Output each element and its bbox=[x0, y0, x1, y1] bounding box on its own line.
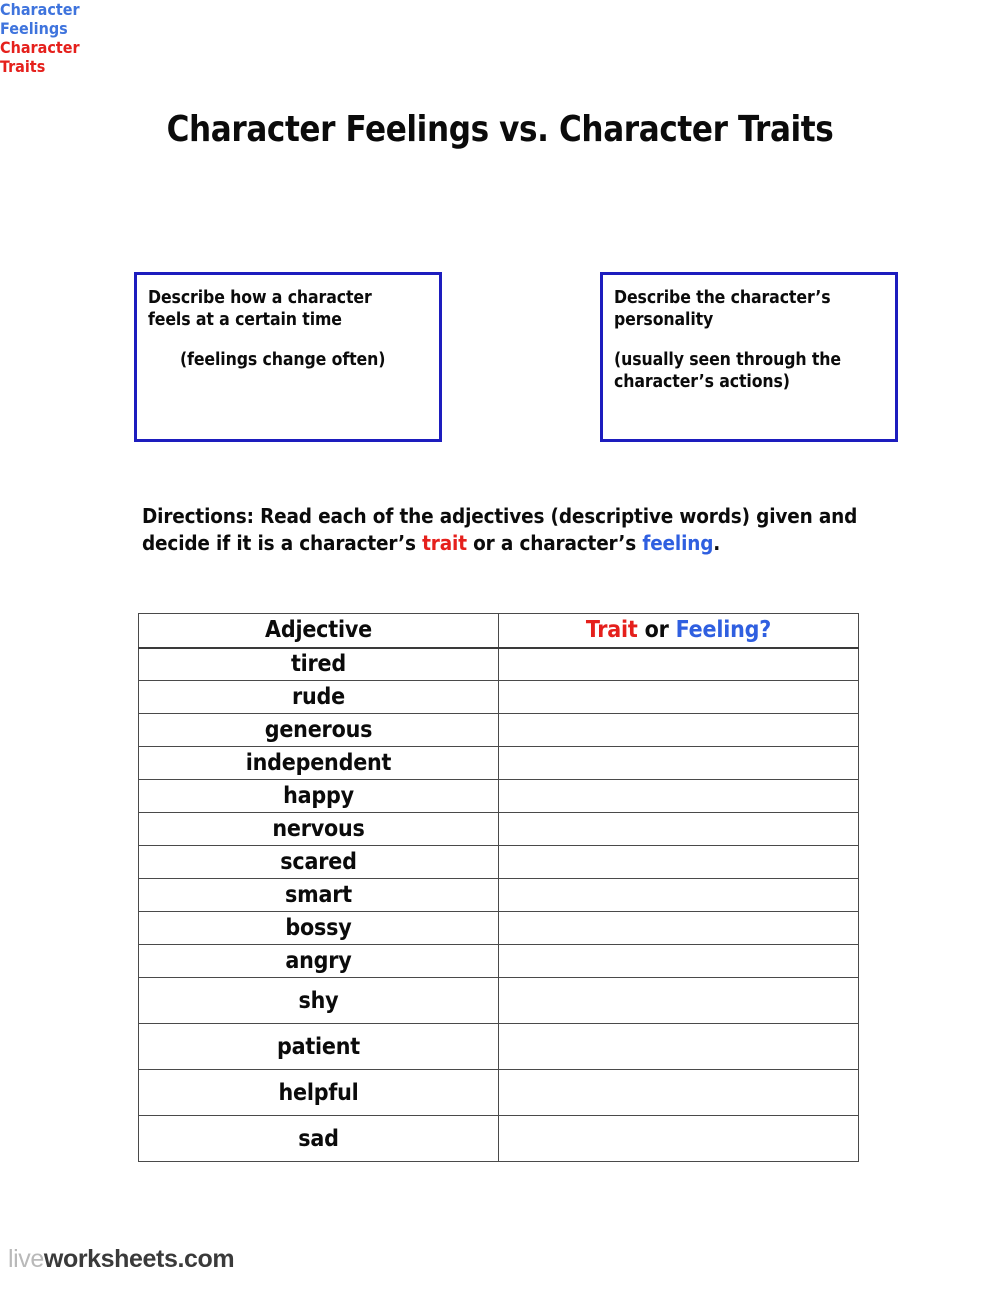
table-row bbox=[139, 780, 859, 813]
traits-definition-note-line-2: character’s actions) bbox=[614, 372, 790, 392]
answer-cell[interactable] bbox=[499, 978, 859, 1024]
adjective-cell: angry bbox=[139, 945, 499, 978]
watermark-light-text: live bbox=[8, 1245, 44, 1273]
table-row bbox=[139, 681, 859, 714]
column-heading-traits-line2: Traits bbox=[0, 57, 46, 76]
adjective-cell: smart bbox=[139, 879, 499, 912]
answer-cell[interactable] bbox=[499, 1116, 859, 1162]
directions-text bbox=[142, 503, 872, 557]
definition-text-feelings bbox=[148, 287, 431, 371]
adjective-cell: rude bbox=[139, 681, 499, 714]
adjective-cell: helpful bbox=[139, 1070, 499, 1116]
answer-cell[interactable] bbox=[499, 945, 859, 978]
adjective-cell: nervous bbox=[139, 813, 499, 846]
header-feeling-word: Feeling bbox=[675, 617, 760, 644]
answer-cell[interactable] bbox=[499, 1024, 859, 1070]
directions-part-2: or a character’s bbox=[466, 531, 643, 555]
adjective-cell: scared bbox=[139, 846, 499, 879]
table-row bbox=[139, 714, 859, 747]
column-header-trait-or-feeling bbox=[499, 614, 859, 648]
answer-cell[interactable] bbox=[499, 747, 859, 780]
directions-trait-word: trait bbox=[422, 531, 467, 555]
column-heading-character-traits bbox=[0, 38, 298, 76]
answer-cell[interactable] bbox=[499, 879, 859, 912]
directions-feeling-word: feeling bbox=[642, 531, 714, 555]
directions-part-1: Directions: Read each of the adjectives (descriptive words) given and decide if it is a character’s bbox=[142, 504, 858, 555]
table-row bbox=[139, 978, 859, 1024]
column-heading-traits-line1: Character bbox=[0, 38, 80, 57]
header-trait-word: Trait bbox=[585, 617, 638, 644]
page-title: Character Feelings vs. Character Traits bbox=[166, 109, 834, 150]
table-row bbox=[139, 846, 859, 879]
table-row bbox=[139, 747, 859, 780]
answer-cell[interactable] bbox=[499, 846, 859, 879]
traits-definition-line-2: personality bbox=[614, 310, 714, 330]
adjective-cell: shy bbox=[139, 978, 499, 1024]
table-row bbox=[139, 813, 859, 846]
adjective-cell: generous bbox=[139, 714, 499, 747]
table-body bbox=[139, 648, 859, 1162]
table-header bbox=[139, 614, 859, 648]
adjective-cell: bossy bbox=[139, 912, 499, 945]
answer-cell[interactable] bbox=[499, 681, 859, 714]
header-question-mark: ? bbox=[759, 617, 772, 644]
answer-cell[interactable] bbox=[499, 780, 859, 813]
traits-definition-line-1: Describe the character’s bbox=[614, 288, 831, 308]
table-row bbox=[139, 1070, 859, 1116]
directions-part-3: . bbox=[713, 531, 721, 555]
traits-definition-spacer bbox=[614, 331, 887, 349]
adjective-cell: sad bbox=[139, 1116, 499, 1162]
feelings-definition-spacer bbox=[148, 331, 431, 349]
feelings-definition-line-2: feels at a certain time bbox=[148, 310, 342, 330]
answer-cell[interactable] bbox=[499, 912, 859, 945]
answer-cell[interactable] bbox=[499, 813, 859, 846]
answer-cell[interactable] bbox=[499, 1070, 859, 1116]
column-heading-character-feelings bbox=[0, 0, 308, 38]
worksheet-table bbox=[138, 613, 859, 1162]
table-header-row bbox=[139, 614, 859, 648]
adjective-cell: tired bbox=[139, 648, 499, 681]
table-row bbox=[139, 1024, 859, 1070]
watermark-bold-text: worksheets.com bbox=[43, 1245, 235, 1273]
answer-cell[interactable] bbox=[499, 648, 859, 681]
table-row bbox=[139, 648, 859, 681]
table-row bbox=[139, 945, 859, 978]
table-row bbox=[139, 879, 859, 912]
table-row bbox=[139, 912, 859, 945]
column-header-adjective: Adjective bbox=[139, 614, 499, 648]
feelings-definition-line-1: Describe how a character bbox=[148, 288, 372, 308]
adjective-cell: happy bbox=[139, 780, 499, 813]
adjective-classification-table bbox=[138, 613, 858, 1162]
definition-box-traits bbox=[600, 272, 898, 442]
definition-text-traits bbox=[614, 287, 887, 393]
liveworksheets-watermark bbox=[8, 1245, 234, 1273]
table-row bbox=[139, 1116, 859, 1162]
definition-box-feelings bbox=[134, 272, 442, 442]
column-heading-feelings-line1: Character bbox=[0, 0, 80, 19]
answer-cell[interactable] bbox=[499, 714, 859, 747]
feelings-definition-note: (feelings change often) bbox=[180, 350, 386, 370]
traits-definition-note-line-1: (usually seen through the bbox=[614, 350, 841, 370]
header-or-word: or bbox=[637, 617, 676, 644]
column-heading-feelings-line2: Feelings bbox=[0, 19, 68, 38]
adjective-cell: independent bbox=[139, 747, 499, 780]
adjective-cell: patient bbox=[139, 1024, 499, 1070]
